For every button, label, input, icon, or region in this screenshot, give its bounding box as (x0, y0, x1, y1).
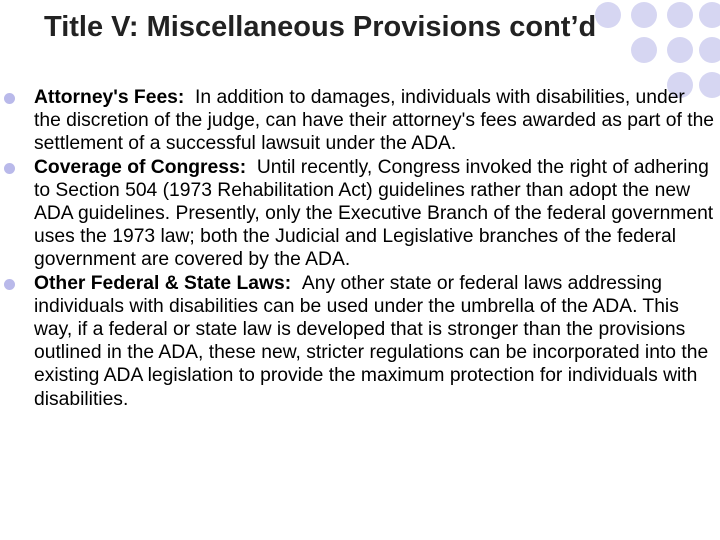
bullet-list (0, 86, 716, 411)
bullet-text: Any other state or federal laws addressing individuals with disabilities can be used under the umbrella of the ADA. This way, if a federal or state law is developed that is stronger than the provisions outlined in the ADA, these new, stricter regulations can be incorporated into the existing ADA legislation to provide the maximum protection for individuals with disabilities. (34, 272, 709, 410)
bullet-term: Other Federal & State Laws: (34, 272, 292, 294)
bullet-item-coverage-of-congress (0, 156, 716, 272)
bullet-term: Coverage of Congress: (34, 156, 247, 178)
circle-2-4 (699, 37, 720, 63)
bullet-item-attorneys-fees (0, 86, 716, 156)
circle-1-4 (699, 2, 720, 28)
slide-title: Title V: Miscellaneous Provisions cont’d (44, 11, 597, 43)
circle-1-3 (667, 2, 693, 28)
circle-2-3 (667, 37, 693, 63)
bullet-icon (4, 279, 15, 290)
bullet-item-other-laws (0, 272, 716, 411)
bullet-text: Until recently, Congress invoked the right of adhering to Section 504 (1973 Rehabilitation Act) guidelines rather than adopt the new ADA guidelines. Presently, only the Executive Branch of the federal government uses the 1973 law; both the Judicial and Legislative branches of the federal government are covered by the ADA. (34, 156, 714, 271)
bullet-text: In addition to damages, individuals with disabilities, under the discretion of the judge, can have their attorney's fees awarded as part of the settlement of a successful lawsuit under the ADA. (34, 87, 715, 155)
bullet-icon (4, 163, 15, 174)
bullet-icon (4, 93, 15, 104)
bullet-term: Attorney's Fees: (34, 87, 185, 108)
